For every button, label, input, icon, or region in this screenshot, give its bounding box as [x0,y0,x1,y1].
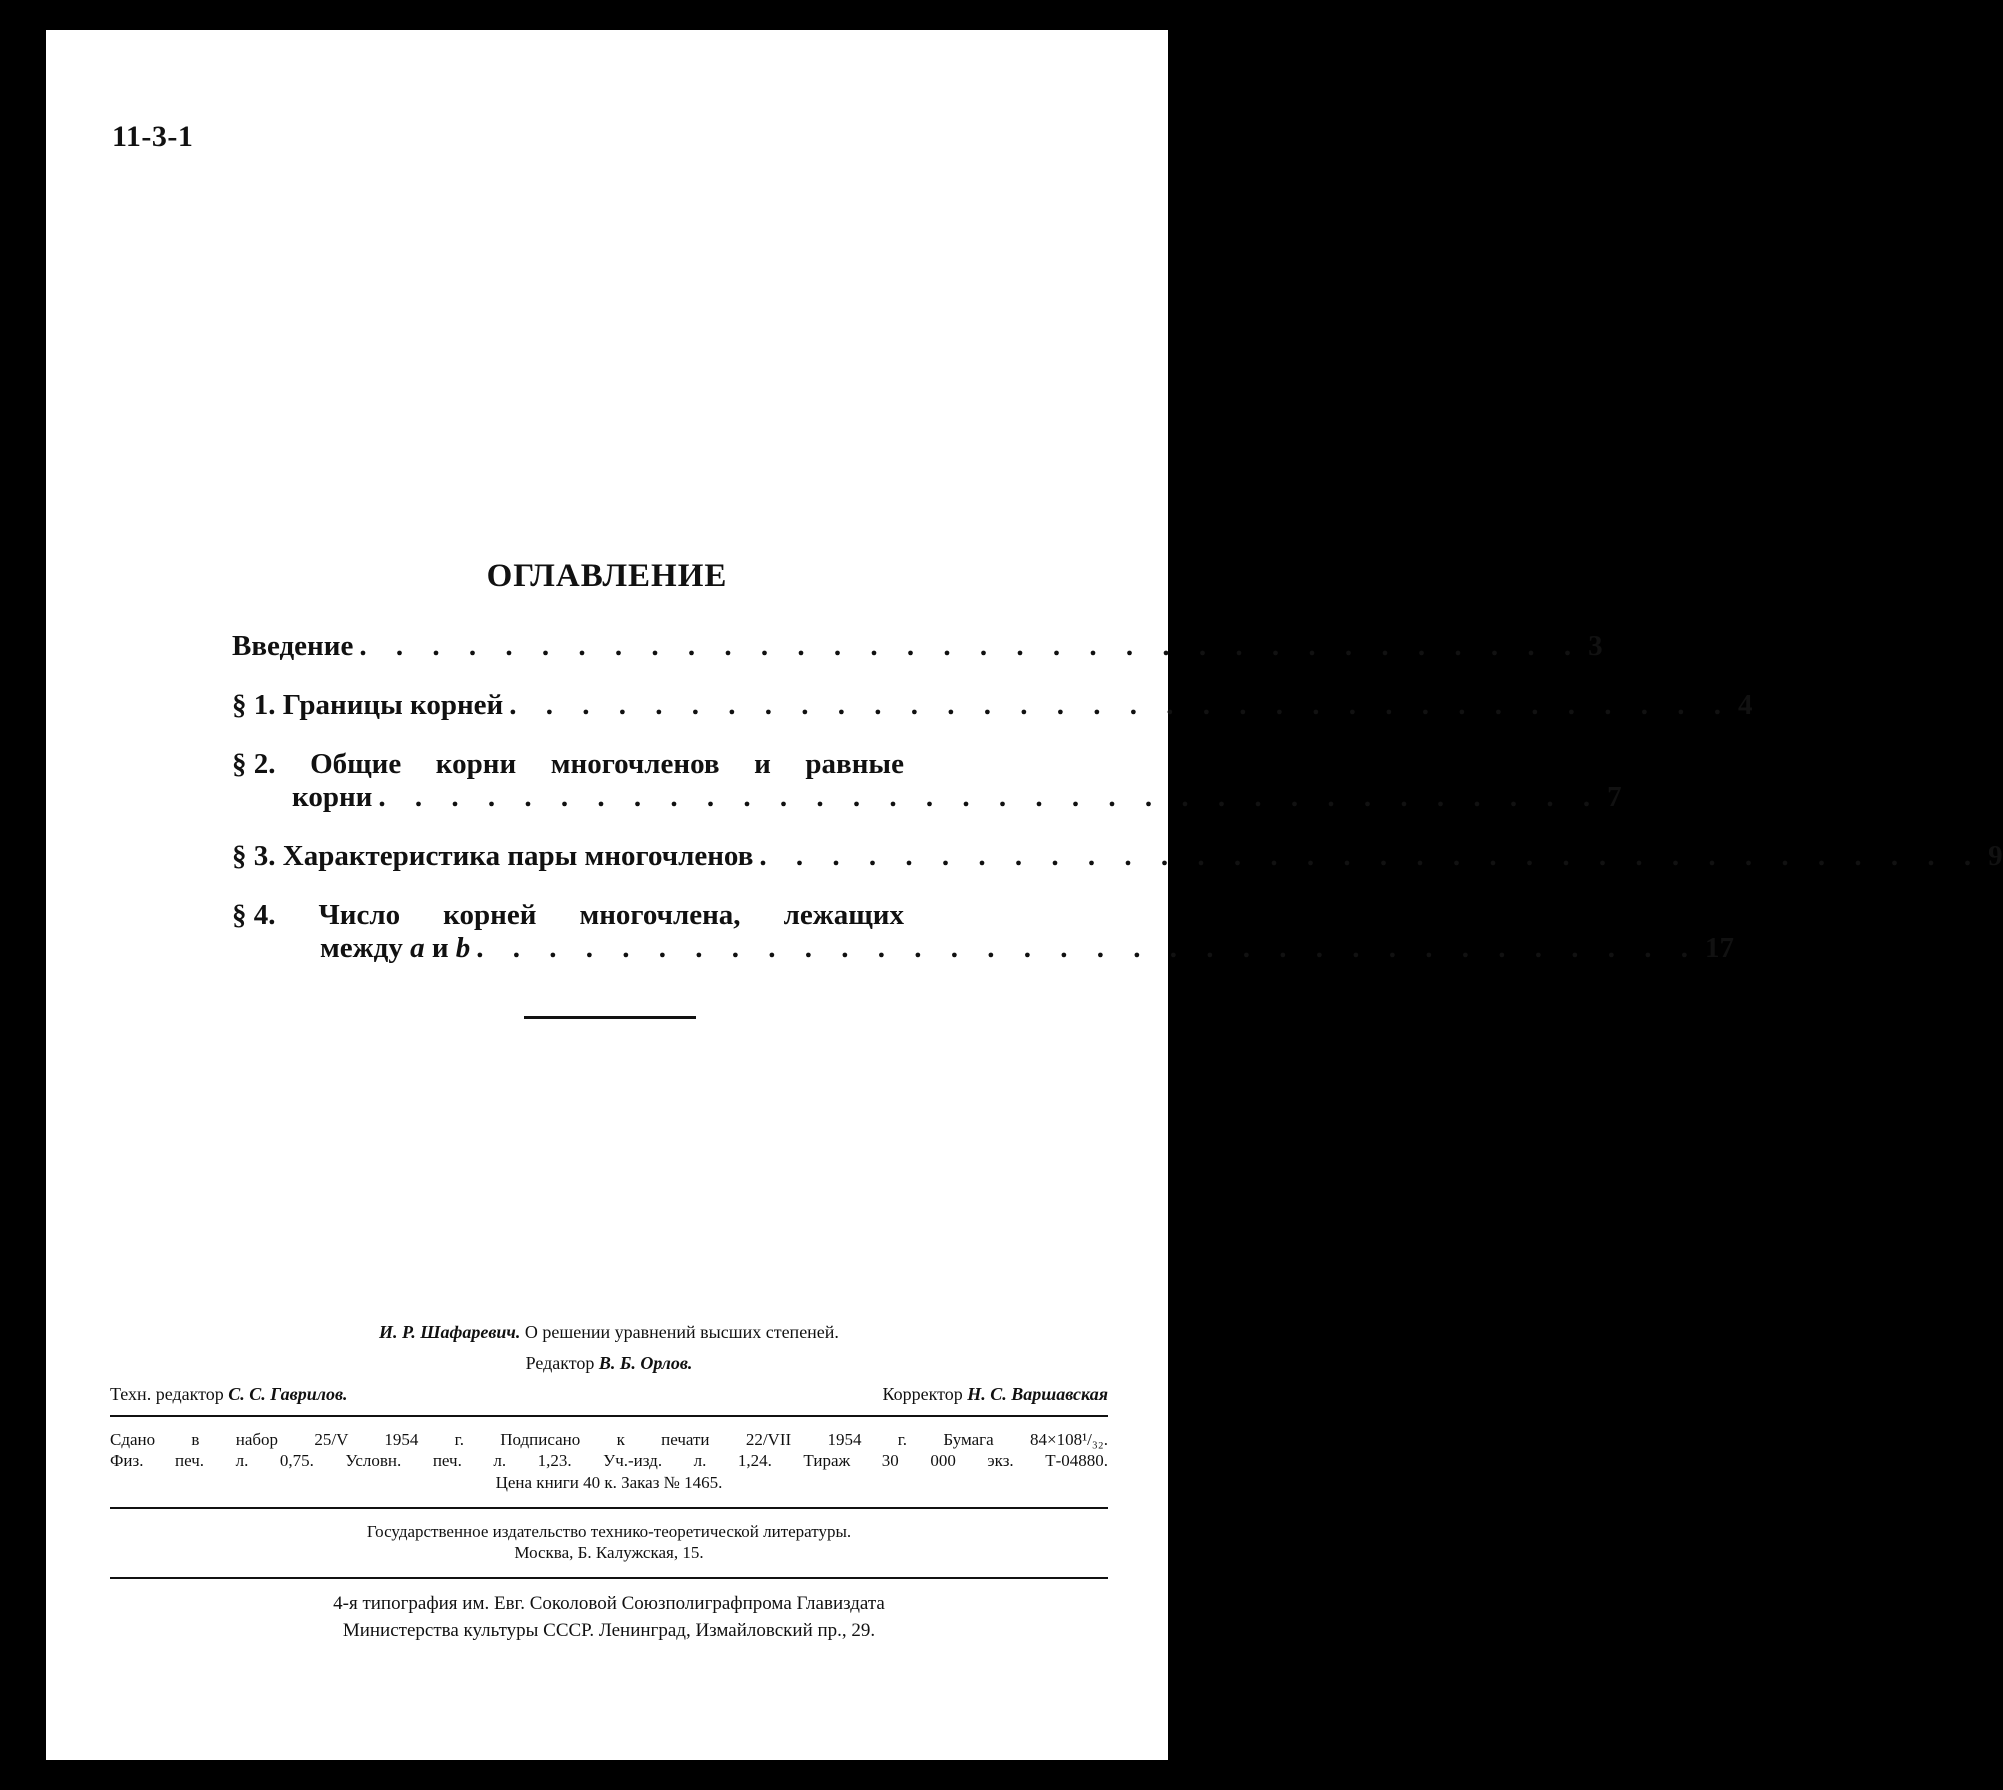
staff-line [110,1384,1108,1405]
toc-entry-label-line2 [320,932,470,965]
author-title-line [110,1322,1108,1343]
toc-word: между [320,932,403,964]
toc-word: Число [318,899,401,931]
page-code: 11-3-1 [112,120,194,153]
toc-word: лежащих [783,899,904,931]
printer-line: Министерства культуры СССР. Ленинград, Измайловский пр., 29. [342,1619,876,1641]
editor-name: В. Б. Орлов. [598,1353,693,1373]
print-details-line: Сдано в набор 25/V 1954 г. Подписано к печати 22/VII 1954 г. Бумага 84×108¹/₃₂. [110,1430,1108,1449]
publisher-line: Москва, Б. Калужская, 15. [514,1543,704,1562]
tech-editor [110,1384,348,1405]
toc-entry-introduction [232,630,1603,663]
toc-word: равные [805,748,904,780]
dot-leader: . . . . . . . . . . . . . . . . . . . . . . . . . . . . . . . . . . [759,840,1983,872]
variable-a: a [410,932,425,964]
toc-page-number: 4 [1738,689,1753,721]
tech-editor-label: Техн. редактор [110,1384,224,1404]
toc-entry-label-line1 [232,748,954,781]
author-name: И. Р. Шафаревич. [379,1322,521,1342]
tech-editor-name: С. С. Гаврилов. [228,1384,348,1404]
toc-page-number: 3 [1588,630,1603,662]
toc-entry-section-4 [232,899,1735,965]
toc-word: § 4. [232,899,276,931]
corrector-name: Н. С. Варшавская [967,1384,1108,1404]
table-of-contents [232,630,2003,991]
print-details-line: Цена книги 40 к. Заказ № 1465. [495,1472,723,1492]
print-details-line: Физ. печ. л. 0,75. Условн. печ. л. 1,23. Уч.-изд. л. 1,24. Тираж 30 000 экз. Т-04880. [110,1451,1108,1471]
printer-info [110,1591,1108,1644]
book-page [46,30,2003,1760]
toc-entry-section-2 [232,748,1622,814]
toc-word: корни [435,748,517,780]
toc-page-number: 17 [1705,932,1735,964]
variable-b: b [455,932,471,964]
corrector-label: Корректор [882,1384,963,1404]
imprint-block [110,1322,1108,1644]
dot-leader: . . . . . . . . . . . . . . . . . . . . . . . . . . . . . . . . . . [378,781,1602,813]
toc-page-number: 7 [1607,781,1622,813]
dot-leader: . . . . . . . . . . . . . . . . . . . . . . . . . . . . . . . . . . [509,689,1733,721]
toc-entry-label: § 1. Границы корней [232,689,504,721]
dot-leader: . . . . . . . . . . . . . . . . . . . . . . . . . . . . . . . . . . [476,932,1700,964]
editor-line [110,1353,1108,1374]
toc-word: и [754,748,771,780]
toc-entry-label-line1 [232,899,954,932]
divider-rule [110,1415,1108,1417]
publisher-info [110,1521,1108,1564]
toc-title: ОГЛАВЛЕНИЕ [486,558,728,594]
editor-label: Редактор [525,1353,595,1373]
toc-entry-label-line2: корни [292,781,373,813]
toc-word: многочлена, [579,899,741,931]
toc-entry-section-1 [232,689,1753,722]
toc-word: корней [443,899,537,931]
book-title: О решении уравнений высших степеней. [524,1322,839,1342]
toc-word: Общие [310,748,402,780]
toc-word: многочленов [550,748,720,780]
divider-rule [110,1507,1108,1509]
section-divider [524,1016,696,1019]
toc-entry-section-3 [232,840,2003,873]
toc-word: и [431,932,449,964]
toc-entry-label: Введение [232,630,354,662]
printer-line: 4-я типография им. Евг. Соколовой Союзполиграфпрома Главиздата [333,1593,885,1615]
print-details [110,1429,1108,1493]
dot-leader: . . . . . . . . . . . . . . . . . . . . . . . . . . . . . . . . . . [359,630,1583,662]
publisher-line: Государственное издательство технико-теоретической литературы. [366,1521,852,1541]
divider-rule [110,1577,1108,1579]
toc-word: § 2. [232,748,276,780]
toc-entry-label: § 3. Характеристика пары многочленов [232,840,754,872]
corrector [883,1384,1109,1405]
toc-page-number: 9 [1988,840,2003,872]
